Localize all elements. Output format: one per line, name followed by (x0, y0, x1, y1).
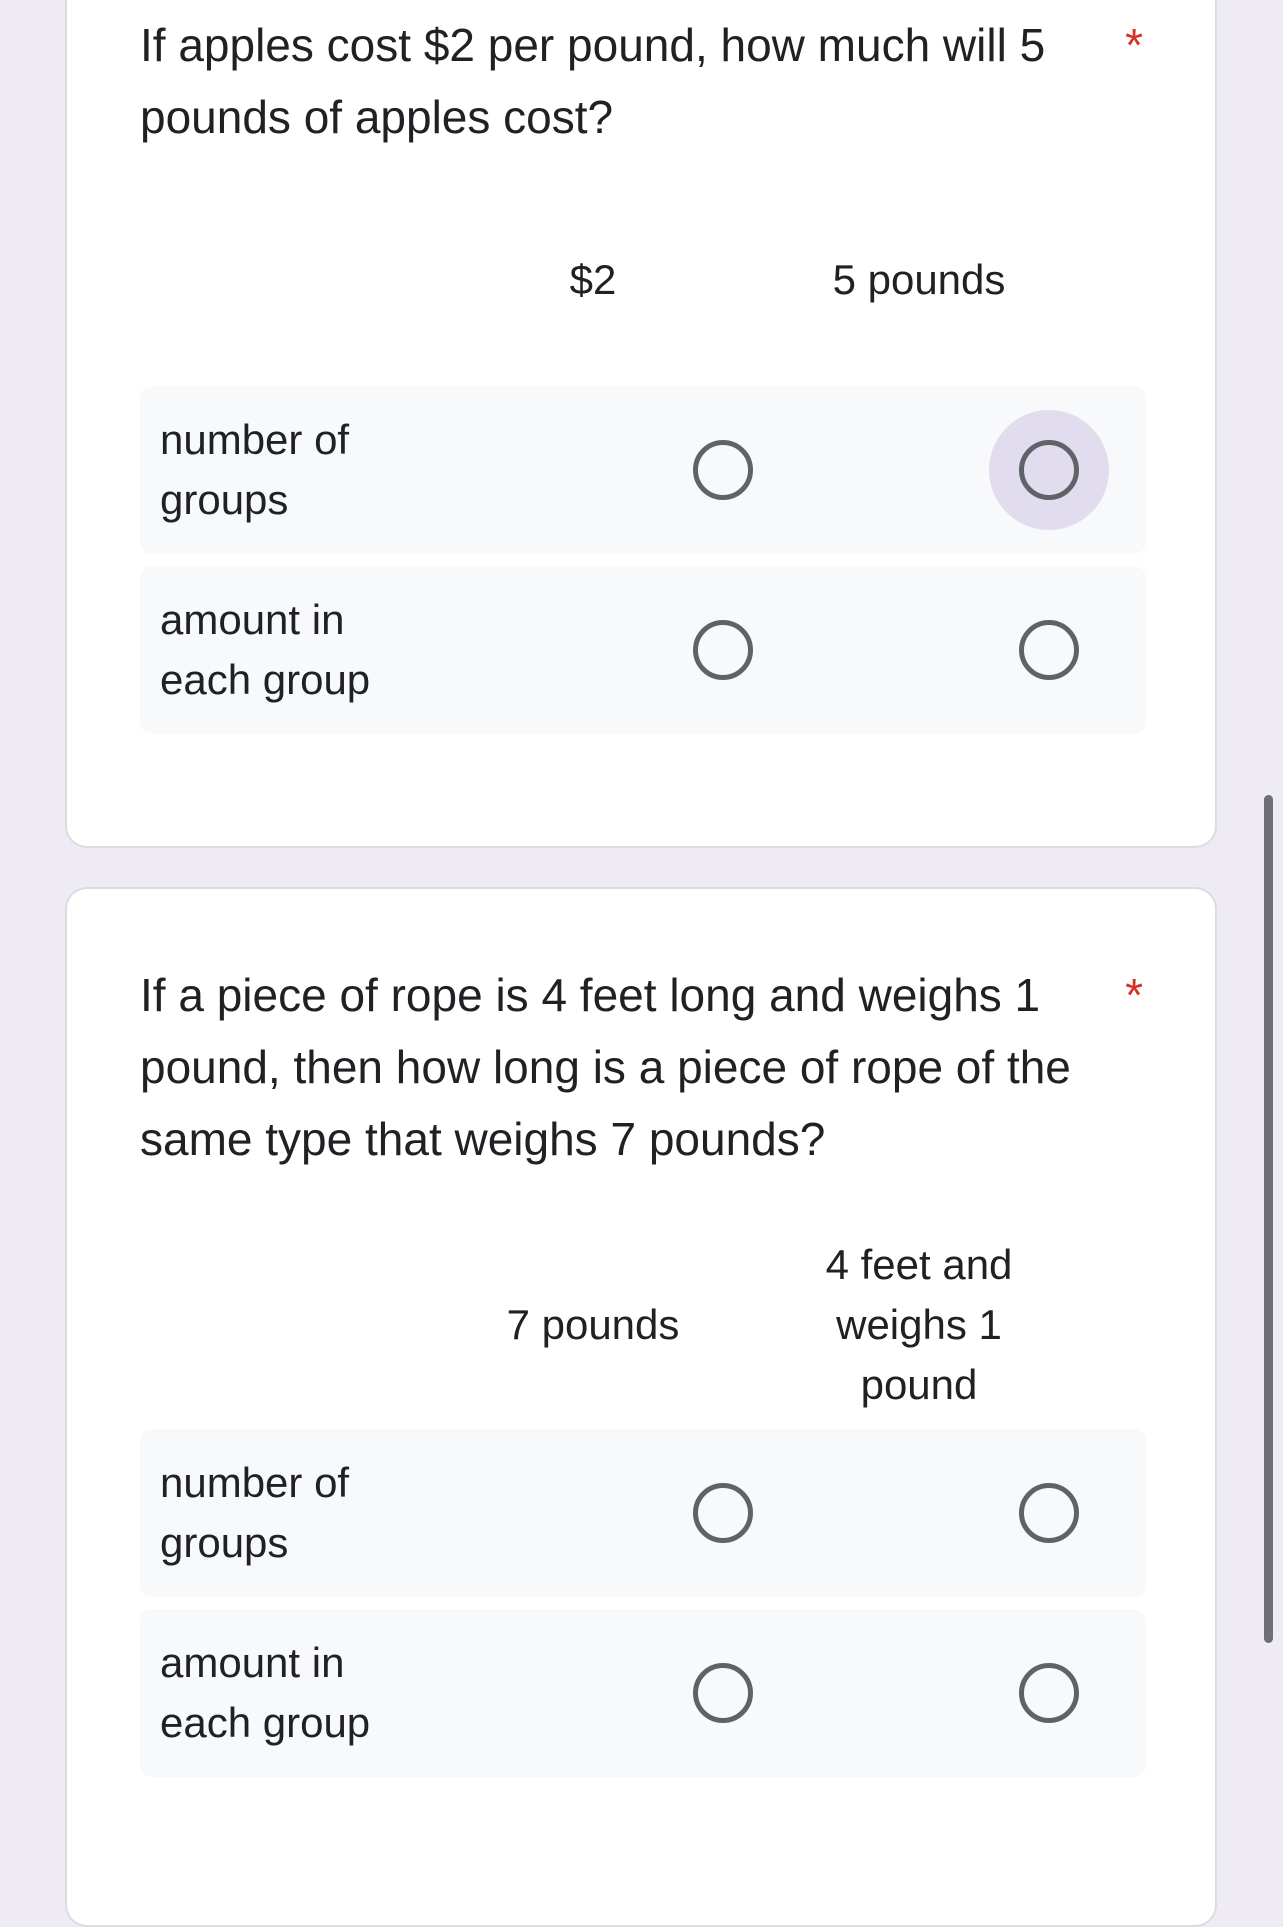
row-label: number of groups (160, 1459, 350, 1566)
row-label: amount in each group (160, 1639, 371, 1746)
radio-button[interactable] (693, 620, 753, 680)
grid-row (140, 1609, 1146, 1777)
required-asterisk: * (1125, 969, 1143, 1021)
required-asterisk: * (1125, 19, 1143, 71)
question-title: If apples cost $2 per pound, how much will 5 pounds of apples cost? (140, 19, 1046, 143)
column-header: 7 pounds (506, 1301, 680, 1348)
row-label: number of groups (160, 416, 350, 523)
grid-row (140, 566, 1146, 734)
question-card-1 (65, 0, 1217, 848)
column-header: $2 (569, 256, 617, 303)
radio-button[interactable] (1019, 620, 1079, 680)
question-title: If a piece of rope is 4 feet long and weighs 1 pound, then how long is a piece of rope of the same type that weighs 7 pounds? (140, 969, 1071, 1165)
radio-button[interactable] (1019, 1663, 1079, 1723)
radio-button[interactable] (693, 440, 753, 500)
column-header: 5 pounds (832, 256, 1006, 303)
grid-row (140, 1429, 1146, 1597)
scrollbar-thumb[interactable] (1264, 795, 1273, 1643)
radio-button[interactable] (693, 1483, 753, 1543)
radio-button[interactable] (1019, 1483, 1079, 1543)
question-card-2 (65, 887, 1217, 1927)
row-label: amount in each group (160, 596, 371, 703)
grid-row (140, 386, 1146, 554)
radio-button[interactable] (693, 1663, 753, 1723)
radio-button[interactable] (1019, 440, 1079, 500)
column-header: 4 feet and weighs 1 pound (825, 1241, 1013, 1408)
